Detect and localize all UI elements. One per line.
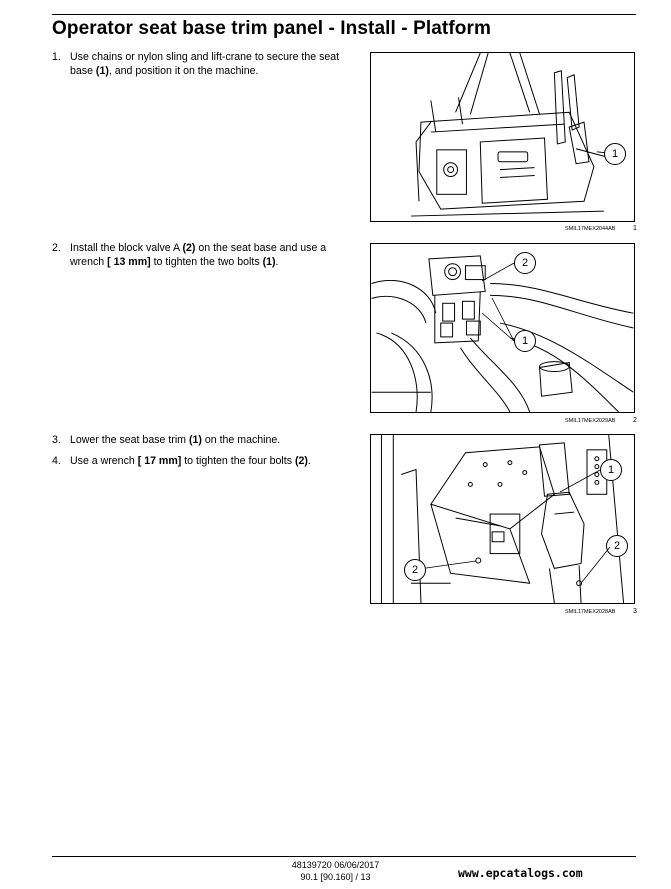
bottom-rule	[52, 856, 636, 857]
figure-code: SMIL17MEX2044AB	[565, 226, 616, 232]
figure-number: 3	[633, 608, 637, 615]
callout-2: 2	[514, 252, 536, 274]
figure-number: 2	[633, 417, 637, 424]
callout-1: 1	[514, 330, 536, 352]
top-rule	[52, 14, 636, 15]
step-text: Use a wrench [ 17 mm] to tighten the four bolts (2).	[70, 455, 311, 467]
callout-2: 2	[606, 535, 628, 557]
watermark: www.epcatalogs.com	[458, 866, 583, 880]
seat-base-lift-drawing	[371, 53, 634, 221]
callout-1: 1	[604, 143, 626, 165]
step-number: 3.	[52, 434, 61, 446]
figure-2-illustration	[370, 243, 635, 413]
figure-number: 1	[633, 225, 637, 232]
callout-1: 1	[600, 459, 622, 481]
callout-2: 2	[404, 559, 426, 581]
page-reference: 90.1 [90.160] / 13	[300, 872, 371, 882]
step-number: 2.	[52, 242, 61, 254]
step-text: Use chains or nylon sling and lift-crane to secure the seat base (1), and position it on the machine.	[70, 51, 340, 77]
step-text: Lower the seat base trim (1) on the machine.	[70, 434, 281, 446]
figure-1-illustration	[370, 52, 635, 222]
figure-code: SMIL17MEX2029AB	[565, 418, 616, 424]
step-number: 4.	[52, 455, 61, 467]
figure-code: SMIL17MEX2028AB	[565, 609, 616, 615]
step-number: 1.	[52, 51, 61, 63]
page-title: Operator seat base trim panel - Install - Platform	[52, 18, 491, 39]
doc-reference: 48139720 06/06/2017	[291, 860, 380, 870]
step-text: Install the block valve A (2) on the seat base and use a wrench [ 13 mm] to tighten the two bolts (1).	[70, 242, 327, 268]
block-valve-drawing	[371, 244, 634, 412]
